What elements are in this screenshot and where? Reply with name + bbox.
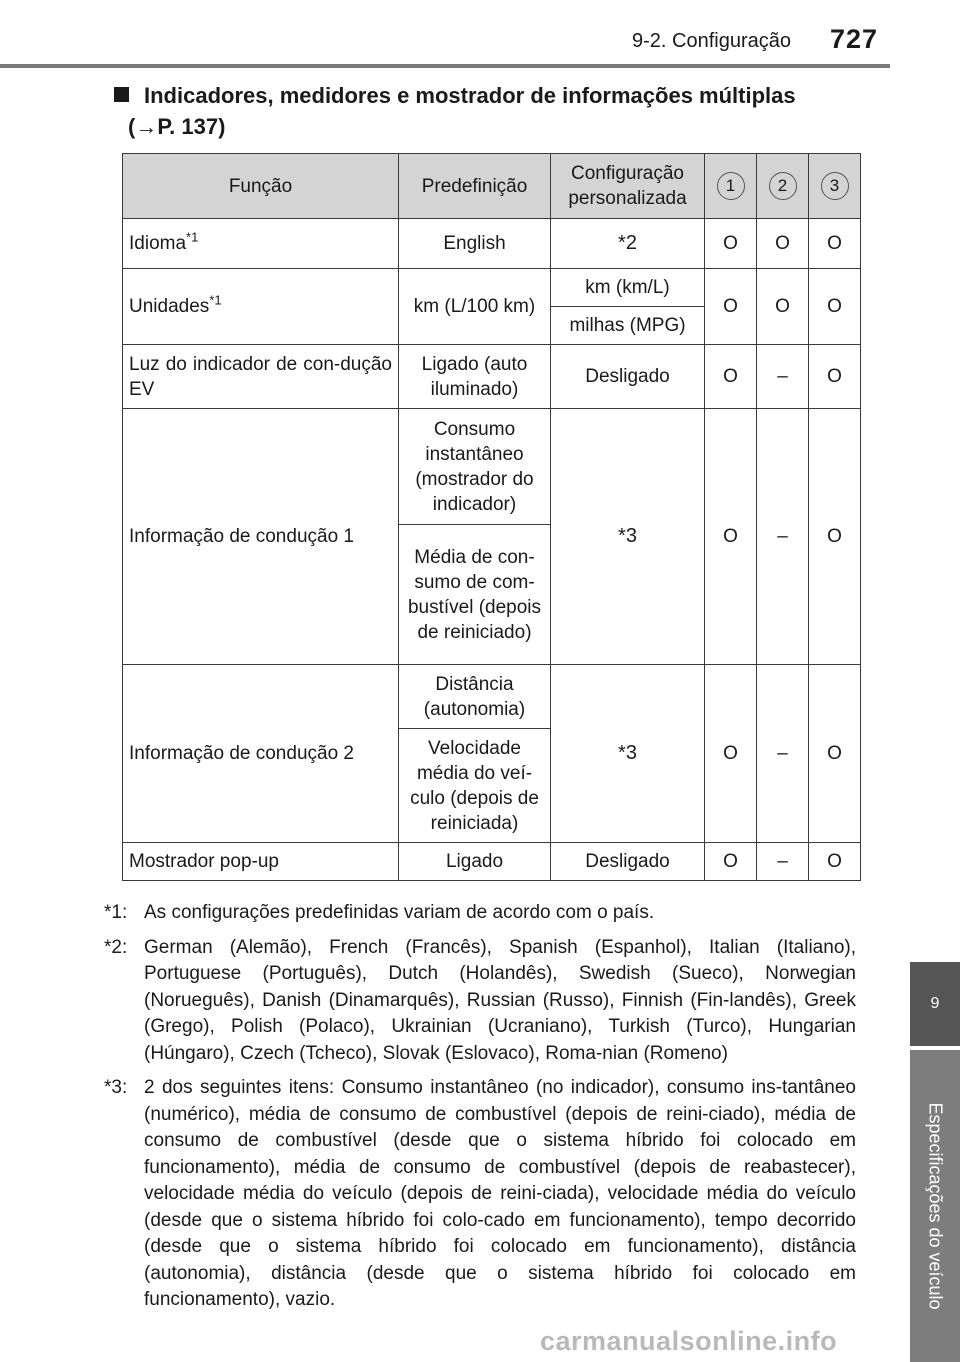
footnote-2-text: German (Alemão), French (Francês), Spanish (Espanhol), Italian (Italiano), Portuguese (Português), Dutch (Holandês), Swedish (Sueco), Norwegian (Norueguês), Danish (Dinamarquês), Russian (Russo), Finnish (Fin-landês), Greek (Grego), Polish (Polaco), Ukrainian (Ucraniano), Turkish (Turco), Hungarian (Húngaro), Czech (Tcheco), Slovak (Eslovaco), Roma-nian (Romeno) [144, 936, 856, 1064]
circled-1-icon: 1 [717, 172, 745, 200]
header-col-1 [705, 154, 757, 219]
row-info1-name: Informação de condução 1 [123, 409, 399, 665]
row-info1-c2: – [757, 409, 809, 665]
header-col-3 [809, 154, 861, 219]
chapter-tab-number: 9 [910, 962, 960, 1046]
row-idioma-default: English [399, 219, 551, 269]
row-luz-c1: O [705, 345, 757, 409]
footnotes [104, 900, 856, 1322]
row-info2-name: Informação de condução 2 [123, 665, 399, 843]
row-unidades-custom-1: km (km/L) [551, 269, 705, 307]
table-row [123, 843, 861, 881]
row-unidades-custom-2: milhas (MPG) [551, 307, 705, 345]
heading-line-1: Indicadores, medidores e mostrador de informações múltiplas [144, 83, 796, 108]
row-idioma-name: Idioma$^{*1}$ [123, 219, 399, 269]
footnote-1 [104, 900, 856, 927]
page-number: 727 [830, 24, 879, 54]
row-luz-name: Luz do indicador de con-dução EV [123, 345, 399, 409]
row-info2-custom: *3 [551, 665, 705, 843]
row-info1-custom: *3 [551, 409, 705, 665]
footnote-1-text: As configurações predefinidas variam de acordo com o país. [144, 902, 655, 923]
circled-3-icon: 3 [821, 172, 849, 200]
row-unidades-c2: O [757, 269, 809, 345]
row-info1-default-1: Consumo instantâneo (mostrador do indicador) [399, 409, 551, 525]
row-info2-c2: – [757, 665, 809, 843]
heading-square-icon [114, 87, 129, 102]
row-info1-c1: O [705, 409, 757, 665]
footnote-3 [104, 1075, 856, 1314]
row-luz-c3: O [809, 345, 861, 409]
row-info2-c3: O [809, 665, 861, 843]
table-row [123, 665, 861, 729]
row-info2-c1: O [705, 665, 757, 843]
table-row [123, 409, 861, 525]
footnote-2-mark: *2: [104, 936, 128, 958]
table-header-row [123, 154, 861, 219]
row-idioma-c1: O [705, 219, 757, 269]
header-custom: Configuração personalizada [551, 154, 705, 219]
row-popup-custom: Desligado [551, 843, 705, 881]
row-info1-default-2: Média de con-sumo de com-bustível (depois de reiniciado) [399, 525, 551, 665]
row-popup-name: Mostrador pop-up [123, 843, 399, 881]
row-popup-c1: O [705, 843, 757, 881]
footnote-3-text: 2 dos seguintes itens: Consumo instantâneo (no indicador), consumo ins-tantâneo (numérico), média de consumo de combustível (depois de reini-ciado), média de consumo de combustível (desde que o sistema híbrido foi colocado em funcionamento), média de consumo de combustível (depois de reabastecer), velocidade média do veículo (depois de reini-ciada), velocidade média do veículo (desde que o sistema híbrido foi colo-cado em funcionamento), tempo decorrido (desde que o sistema híbrido foi colocado em funcionamento), distância (autonomia), distância (desde que o sistema híbrido foi colocado em funcionamento), vazio. [144, 1077, 856, 1310]
row-unidades-name: Unidades$^{*1}$ [123, 269, 399, 345]
header-divider [0, 64, 890, 68]
row-unidades-default: km (L/100 km) [399, 269, 551, 345]
row-unidades-c3: O [809, 269, 861, 345]
row-popup-default: Ligado [399, 843, 551, 881]
row-luz-custom: Desligado [551, 345, 705, 409]
row-info2-default-1: Distância (autonomia) [399, 665, 551, 729]
row-idioma-c3: O [809, 219, 861, 269]
chapter-tab-label: Especificações do veículo [925, 1102, 946, 1310]
footnote-3-mark: *3: [104, 1077, 128, 1098]
header-function: Função [123, 154, 399, 219]
row-popup-c2: – [757, 843, 809, 881]
row-luz-c2: – [757, 345, 809, 409]
row-luz-default: Ligado (auto iluminado) [399, 345, 551, 409]
table-row [123, 219, 861, 269]
table-row [123, 345, 861, 409]
circled-2-icon: 2 [769, 172, 797, 200]
row-info1-c3: O [809, 409, 861, 665]
footnote-2 [104, 935, 856, 1068]
row-idioma-c2: O [757, 219, 809, 269]
row-info2-default-2: Velocidade média do veí-culo (depois de reiniciada) [399, 729, 551, 843]
section-title: 9-2. Configuração [632, 30, 791, 52]
heading-page-reference[interactable]: (→P. 137) [128, 114, 226, 139]
header-col-2 [757, 154, 809, 219]
table-row [123, 269, 861, 307]
footnote-1-mark: *1: [104, 902, 128, 923]
row-idioma-custom: *2 [551, 219, 705, 269]
watermark: carmanualsonline.info [540, 1326, 838, 1356]
header-default: Predefinição [399, 154, 551, 219]
settings-table [122, 153, 861, 881]
row-popup-c3: O [809, 843, 861, 881]
row-unidades-c1: O [705, 269, 757, 345]
